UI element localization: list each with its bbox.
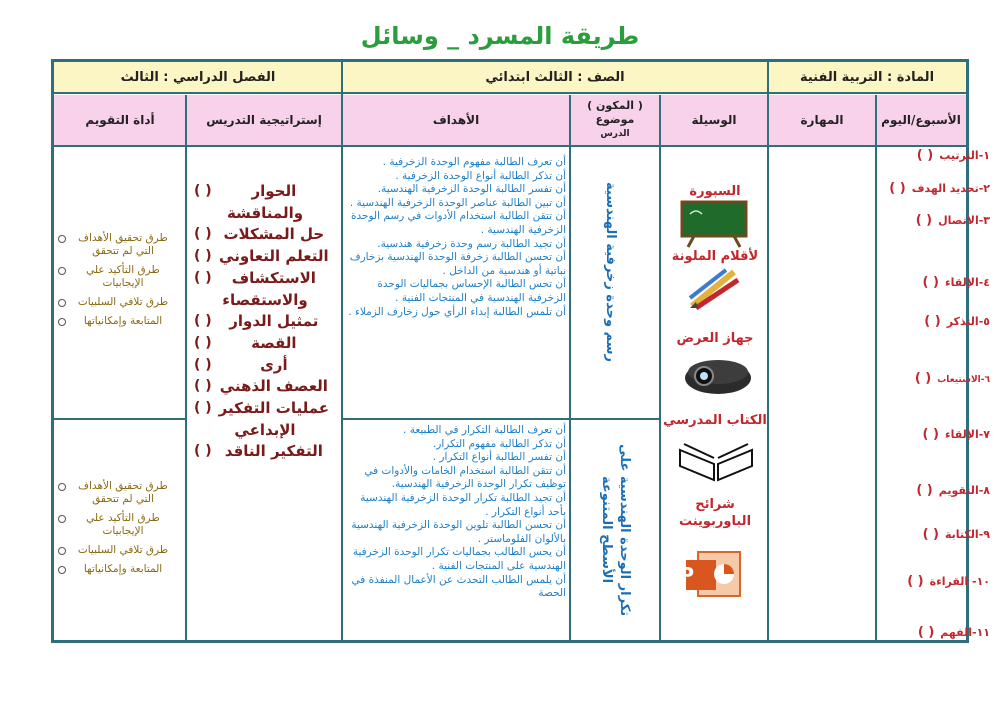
goal-item: أن تحس الطالبة الإحساس بجماليات الوحدة الزخرفية الهندسية في المنتجات الفنية . bbox=[377, 278, 566, 304]
bullet-icon bbox=[58, 483, 66, 491]
col-week-day: الأسبوع/اليوم bbox=[876, 95, 966, 147]
goals-list-2 bbox=[346, 424, 566, 601]
goal-item: أن تفسر الطالبة الوحدة الزخرفية الهندسية. bbox=[377, 183, 566, 196]
goal-item: أن تحسن الطالبة زخرفة الوحدة الهندسية بزخارف نباتية أو هندسية من الداخل . bbox=[349, 251, 566, 277]
col-topic-line2: موضوع bbox=[595, 113, 635, 126]
tool-book-label: الكتاب المدرسي bbox=[663, 413, 767, 428]
strategy-item: التفكير الناقد ( ) bbox=[194, 442, 323, 461]
grid-line bbox=[342, 418, 660, 420]
header-semester: الفصل الدراسي : الثالث bbox=[54, 62, 342, 94]
goal-item: أن تفسر الطالبة أنواع التكرار . bbox=[432, 451, 566, 464]
goal-item: أن تتقن الطالبة استخدام الخامات والأدوات في توظيف تكرار الوحدة الزخرفية الهندسية. bbox=[364, 464, 566, 491]
strategy-item: عمليات التفكير ( ) bbox=[194, 399, 330, 418]
bullet-icon bbox=[58, 318, 66, 326]
col-skill: المهارة bbox=[768, 95, 876, 147]
col-topic-line3: الدرس bbox=[600, 129, 630, 139]
skill-item: ١-الترتيب( ) bbox=[916, 148, 990, 163]
skill-item: ٦-الاستيعاب( ) bbox=[914, 371, 990, 386]
skill-item: ١١-الفهم( ) bbox=[917, 625, 990, 640]
assessment-item: طرق تلافي السلبيات bbox=[58, 544, 176, 557]
goal-item: أن تحسن الطالبة تلوين الوحدة الزخرفية الهندسية بالألوان الفلوماستر . bbox=[351, 519, 566, 545]
grid-line bbox=[341, 62, 343, 640]
projector-icon bbox=[682, 348, 754, 398]
open-book-icon bbox=[676, 434, 756, 484]
col-strategy: إستراتيجية التدريس bbox=[186, 95, 342, 147]
assessment-item: طرق التأكيد علي الإيجابيات bbox=[58, 264, 176, 290]
skill-item: ٣-الاتصال( ) bbox=[915, 213, 990, 228]
header-grade: الصف : الثالث ابتدائي bbox=[342, 62, 768, 94]
col-tool: الوسيلة bbox=[660, 95, 768, 147]
bullet-icon bbox=[58, 235, 66, 243]
header-subject: المادة : التربية الفنية bbox=[768, 62, 966, 94]
col-assessment: أداة التقويم bbox=[54, 95, 186, 147]
grid-line bbox=[875, 95, 877, 640]
assessment-item: المتابعة وإمكانياتها bbox=[58, 563, 176, 576]
assessment-item: طرق تحقيق الأهداف التي لم تتحقق bbox=[58, 232, 176, 258]
goal-item: أن يلمس الطالب التحدث عن الأعمال المنفذة في الحصة bbox=[351, 573, 566, 600]
skill-item: ٧-الإلقاء( ) bbox=[922, 427, 990, 442]
lesson-topic-2: تكرار الوحدة الهندسية على الأسطح المتنوعة bbox=[599, 443, 632, 617]
goal-item: أن تجيد الطالبة رسم وحدة زخرفية هندسية. bbox=[377, 237, 566, 250]
strategy-item: الحوار ( ) bbox=[194, 182, 297, 200]
bullet-icon bbox=[58, 515, 66, 523]
strategy-item: الإبداعي bbox=[234, 420, 296, 439]
skill-item: ١٠- القراءة( ) bbox=[907, 574, 990, 589]
skill-item: ٨-التقويم( ) bbox=[916, 483, 990, 498]
strategy-item: العصف الذهني ( ) bbox=[194, 377, 328, 396]
tool-slides-label: شرائح الباوربوينت bbox=[678, 497, 752, 529]
lesson-topic-1: رسم وحدة زخرفية الهندسية bbox=[603, 181, 618, 363]
page-title: طريقة المسرد _ وسائل bbox=[360, 22, 640, 50]
strategy-item: الاستكشاف ( ) bbox=[194, 268, 316, 287]
assessment-item: المتابعة وإمكانياتها bbox=[58, 315, 176, 328]
skill-item: ٩-الكتابة( ) bbox=[922, 527, 990, 542]
goals-list-1 bbox=[346, 156, 566, 319]
skill-item: ٢-تحديد الهدف( ) bbox=[889, 181, 990, 196]
strategy-list bbox=[188, 181, 336, 463]
grid-line bbox=[767, 62, 769, 640]
strategy-item: أرى ( ) bbox=[194, 355, 288, 374]
col-topic-line1: ( المكون ) bbox=[587, 99, 643, 112]
strategy-item: والمناقشة bbox=[226, 203, 304, 222]
skill-item: ٥-التذكر( ) bbox=[924, 314, 990, 329]
tool-pens-label: لأقلام الملونة bbox=[671, 249, 759, 264]
goal-item: أن تجيد الطالبة تكرار الوحدة الزخرفية الهندسية بأحد أنواع التكرار . bbox=[360, 491, 566, 518]
tool-projector-label: جهاز العرض bbox=[676, 331, 754, 346]
grid-line bbox=[659, 95, 661, 640]
colored-pencils-icon bbox=[686, 266, 742, 310]
bullet-icon bbox=[58, 267, 66, 275]
skill-item: ٤-الإلقاء( ) bbox=[922, 275, 990, 290]
assessment-list-1 bbox=[58, 232, 176, 334]
goal-item: أن تبين الطالبة عناصر الوحدة الزخرفية الهندسية . bbox=[349, 196, 566, 209]
strategy-item: تمثيل الدوار ( ) bbox=[194, 312, 319, 331]
chalkboard-icon bbox=[680, 200, 748, 248]
bullet-icon bbox=[58, 299, 66, 307]
bullet-icon bbox=[58, 566, 66, 574]
goal-item: أن تتقن الطالبة استخدام الأدوات في رسم الوحدة الزخرفية الهندسية . bbox=[350, 210, 566, 236]
strategy-item: حل المشكلات ( ) bbox=[194, 225, 325, 244]
strategy-item: القصة ( ) bbox=[194, 333, 297, 352]
col-goals: الأهداف bbox=[342, 95, 570, 147]
goal-item: أن تلمس الطالبة إبداء الرأي حول زخارف الزملاء . bbox=[348, 305, 566, 318]
goal-item: أن تذكر الطالبة أنواع الوحدة الزخرفية . bbox=[395, 169, 566, 182]
goal-item: أن تذكر الطالبة مفهوم التكرار. bbox=[432, 437, 566, 450]
assessment-item: طرق تحقيق الأهداف التي لم تتحقق bbox=[58, 480, 176, 506]
goal-item: أن يحس الطالب بجماليات تكرار الوحدة الزخرفية الهندسية على المنتجات الفنية . bbox=[352, 546, 566, 572]
strategy-item: التعلم التعاوني ( ) bbox=[194, 247, 329, 266]
grid-line bbox=[54, 418, 186, 420]
assessment-item: طرق التأكيد علي الإيجابيات bbox=[58, 512, 176, 538]
svg-text:P: P bbox=[679, 563, 694, 587]
strategy-item: والاستقصاء bbox=[222, 290, 308, 309]
tool-board-label: السبورة bbox=[689, 184, 741, 199]
grid-line bbox=[569, 95, 571, 640]
assessment-item: طرق تلافي السلبيات bbox=[58, 296, 176, 309]
bullet-icon bbox=[58, 547, 66, 555]
col-topic bbox=[570, 95, 660, 147]
powerpoint-icon bbox=[679, 548, 744, 600]
assessment-list-2 bbox=[58, 480, 176, 582]
goal-item: أن تعرف الطالبة التكرار في الطبيعة . bbox=[403, 424, 566, 436]
goal-item: أن تعرف الطالبة مفهوم الوحدة الزخرفية . bbox=[382, 156, 566, 168]
grid-line bbox=[185, 95, 187, 640]
